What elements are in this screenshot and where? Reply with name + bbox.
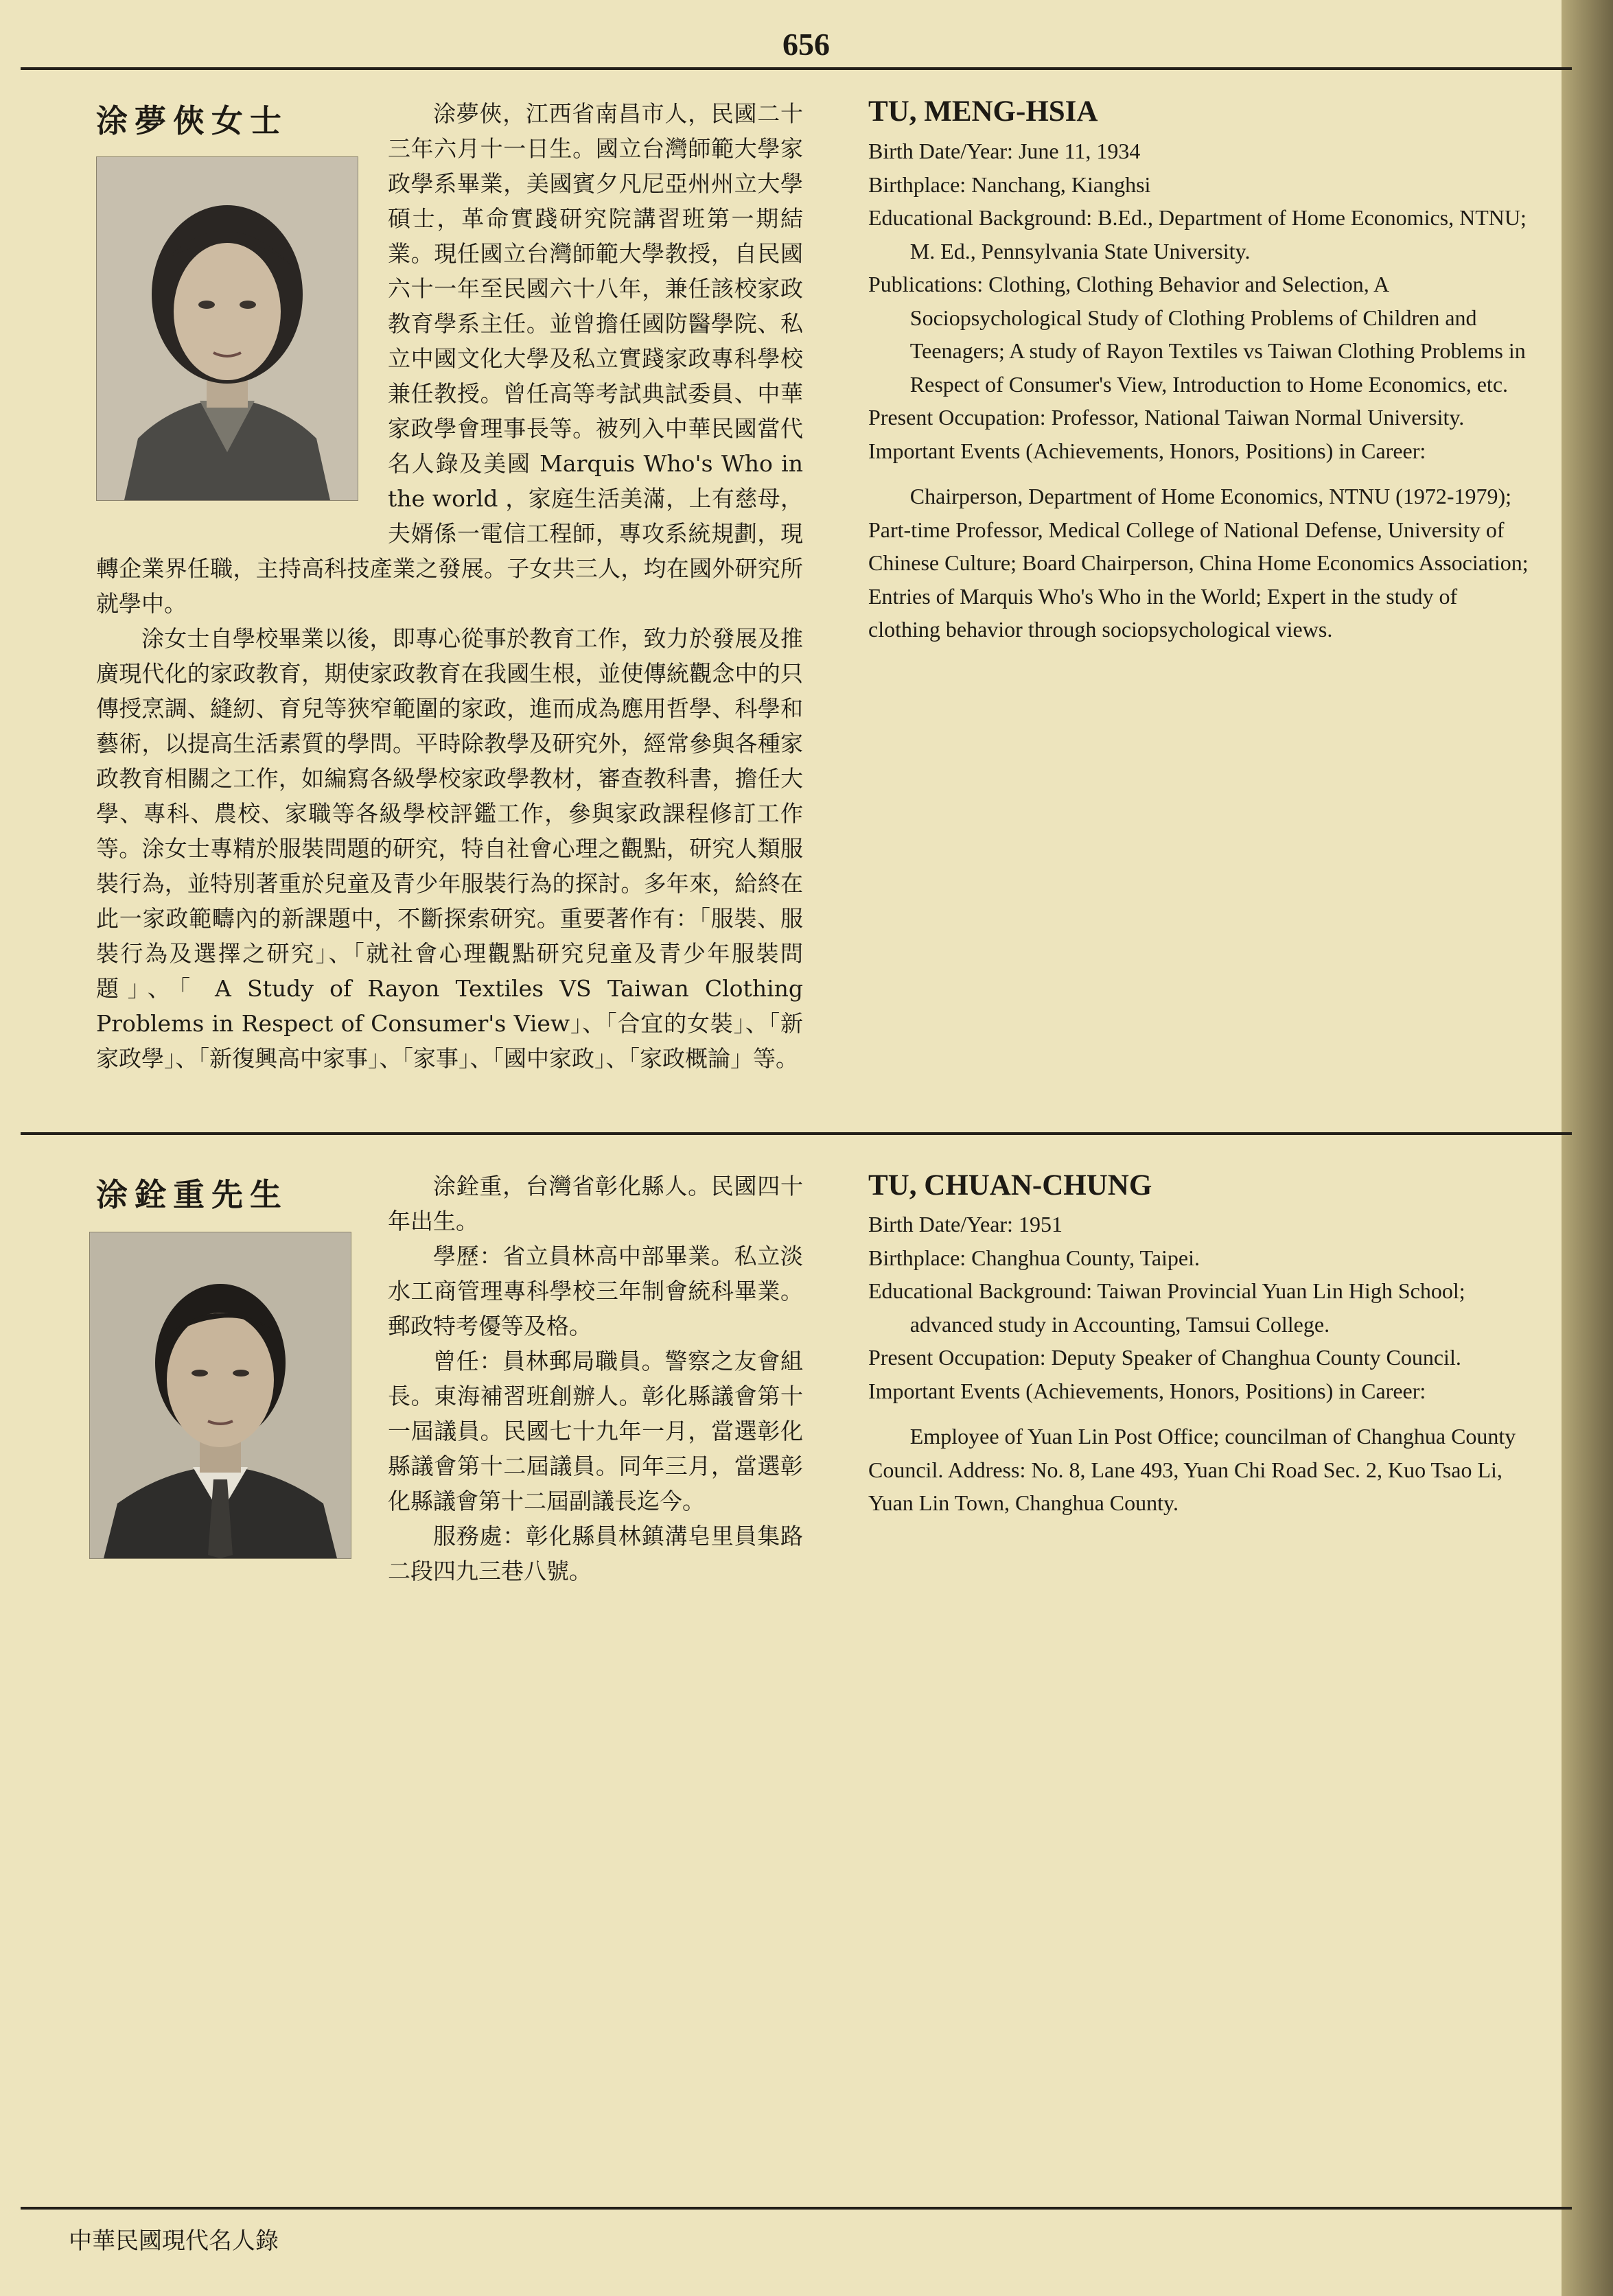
entry2-zh-paragraph-1: 涂銓重，台灣省彰化縣人。民國四十年出生。 xyxy=(388,1173,803,1234)
footer-book-title: 中華民國現代名人錄 xyxy=(69,2227,279,2255)
middle-rule xyxy=(21,1132,1572,1135)
entry2-en-birth-date: Birth Date/Year: 1951 xyxy=(868,1212,1063,1237)
top-rule xyxy=(21,67,1572,70)
entry1-zh-paragraph-2: 涂女士自學校畢業以後，即專心從事於教育工作，致力於發展及推廣現代化的家政教育，期使家政教育在我國生根，並使傳統觀念中的只傳授烹調、縫紉、育兒等狹窄範圍的家政，進而成為應用哲學、科學和藝術，以提高生活素質的學問。平時除教學及研究外，經常參與各種家政教育相關之工作，如編寫各級學校家政學教材，審查教科書，擔任大學、專科、農校、家職等各級學校評鑑工作，參與家政課程修訂工作等。涂女士專精於服裝問題的研究，特自社會心理之觀點，研究人類服裝行為，並特別著重於兒童及青少年服裝行為的探討。多年來，給終在此一家政範疇內的新課題中，不斷探索研究。重要著作有：「服裝、服裝行為及選擇之研究」、「就社會心理觀點研究兒童及青少年服裝問題」、「 A Study of Rayon Textiles VS Taiwan Clothing Problems in Respect of Consumer's View」、「合宜的女裝」、「新家政學」、「新復興高中家事」、「家事」、「國中家政」、「家政概論」等。 xyxy=(96,625,803,1072)
entry1-en-events-heading: Important Events (Achievements, Honors, Positions) in Career: xyxy=(868,438,1426,463)
entry2-en-education: Educational Background: Taiwan Provincial Yuan Lin High School; advanced study in Accounting, Tamsui College. xyxy=(868,1278,1465,1337)
entry2-en-name: TU, CHUAN-CHUNG xyxy=(868,1169,1152,1202)
entry1-en-occupation: Present Occupation: Professor, National Taiwan Normal University. xyxy=(868,405,1465,430)
page-number: 656 xyxy=(782,27,830,62)
entry2-zh-paragraph-3: 曾任：員林郵局職員。警察之友會組長。東海補習班創辦人。彰化縣議會第十一屆議員。民國七十九年一月，當選彰化縣議會第十二屆議員。同年三月，當選彰化縣議會第十二屆副議長迄今。 xyxy=(388,1348,803,1514)
entry2-zh-bio xyxy=(96,1169,803,1589)
entry1-en-publications: Publications: Clothing, Clothing Behavior and Selection, A Sociopsychological Study of Clothing Problems of Children and Teenagers; A study of Rayon Textiles vs Taiwan Clothing Problems in Respect of Consumer's View, Introduction to Home Economics, etc. xyxy=(868,272,1526,397)
entry2-zh-name: 涂銓重先生 xyxy=(96,1176,288,1213)
entry2-en-events-heading: Important Events (Achievements, Honors, Positions) in Career: xyxy=(868,1378,1426,1403)
page-edge-shadow xyxy=(1562,0,1613,2296)
bottom-rule xyxy=(21,2207,1572,2210)
entry2-en-events-text: Employee of Yuan Lin Post Office; councilman of Changhua County Council. Address: No. 8, Lane 493, Yuan Chi Road Sec. 2, Kuo Tsao Li, Yuan Lin Town, Changhua County. xyxy=(868,1424,1516,1515)
entry2-zh-paragraph-4: 服務處：彰化縣員林鎮溝皂里員集路二段四九三巷八號。 xyxy=(388,1523,803,1584)
entry1-en-events-text: Chairperson, Department of Home Economics, NTNU (1972-1979); Part-time Professor, Medical College of National Defense, University of Chinese Culture; Board Chairperson, China Home Economics Association; Entries of Marquis Who's Who in the World; Expert in the study of clothing behavior through sociopsychological views. xyxy=(868,484,1529,642)
entry1-en-bio xyxy=(868,134,1534,646)
entry2-en-bio xyxy=(868,1208,1534,1520)
entry2-en-birthplace: Birthplace: Changhua County, Taipei. xyxy=(868,1245,1200,1270)
entry1-en-name: TU, MENG-HSIA xyxy=(868,95,1098,128)
entry1-en-education: Educational Background: B.Ed., Department of Home Economics, NTNU; M. Ed., Pennsylvania State University. xyxy=(868,205,1527,263)
entry1-en-birthplace: Birthplace: Nanchang, Kianghsi xyxy=(868,172,1151,197)
entry1-zh-paragraph-1: 涂夢俠，江西省南昌市人，民國二十三年六月十一日生。國立台灣師範大學家政學系畢業，美國賓夕凡尼亞州州立大學碩士，革命實踐研究院講習班第一期結業。現任國立台灣師範大學教授，自民國六十一年至民國六十八年，兼任該校家政教育學系主任。並曾擔任國防醫學院、私立中國文化大學及私立實踐家政專科學校兼任教授。曾任高等考試典試委員、中華家政學會理事長等。被列入中華民國當代名人錄及美國 Marquis Who's Who in the world ，家庭生活美滿，上有慈母，夫婿係一電信工程師，專攻系統規劃，現轉企業界任職，主持高科技產業之發展。子女共三人，均在國外研究所就學中。 xyxy=(96,100,803,617)
entry1-zh-bio xyxy=(96,96,803,1076)
entry2-en-occupation: Present Occupation: Deputy Speaker of Changhua County Council. xyxy=(868,1345,1461,1370)
entry1-zh-name: 涂夢俠女士 xyxy=(96,102,288,139)
entry2-zh-paragraph-2: 學歷：省立員林高中部畢業。私立淡水工商管理專科學校三年制會統科畢業。郵政特考優等及格。 xyxy=(388,1243,803,1339)
entry1-en-birth-date: Birth Date/Year: June 11, 1934 xyxy=(868,139,1141,163)
